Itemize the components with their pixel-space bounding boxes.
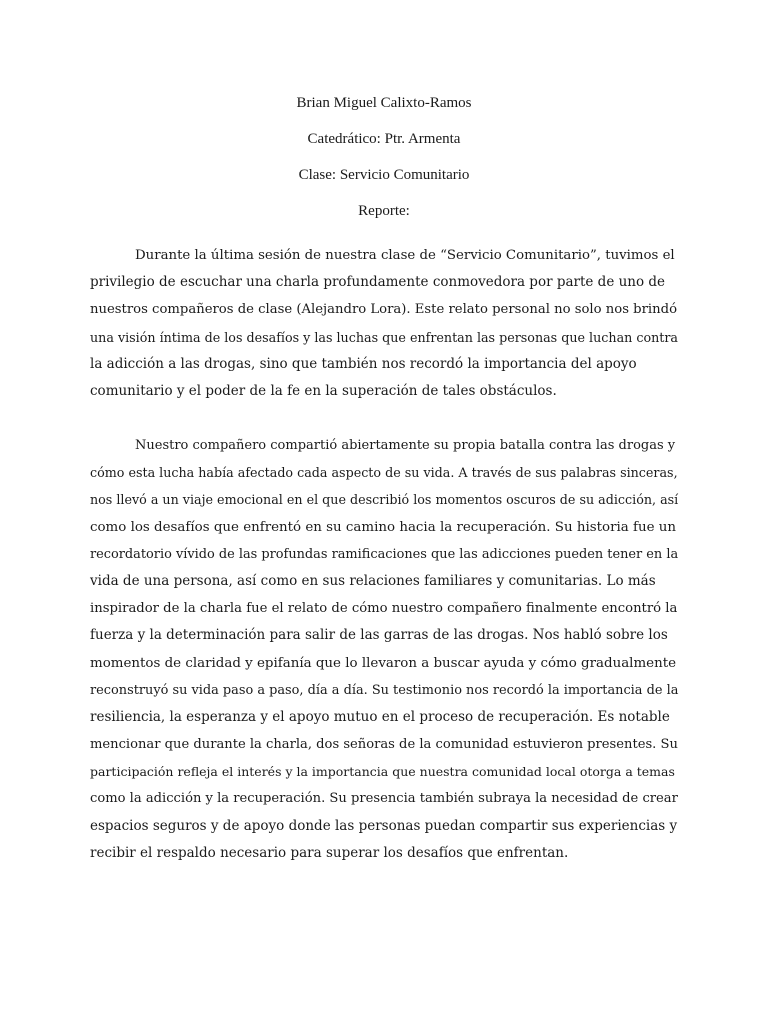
paragraph-line: participación refleja el interés y la importancia que nuestra comunidad local otorga a temas (90, 764, 675, 780)
paragraph-line: mencionar que durante la charla, dos señoras de la comunidad estuvieron presentes. Su (90, 737, 678, 753)
paragraph-line: vida de una persona, así como en sus relaciones familiares y comunitarias. Lo más (90, 572, 656, 589)
paragraph-line: nuestros compañeros de clase (Alejandro Lora). Este relato personal no solo nos brindó (90, 302, 678, 318)
paragraph-line: espacios seguros y de apoyo donde las personas puedan compartir sus experiencias y (90, 817, 678, 834)
paragraph-line: cómo esta lucha había afectado cada aspecto de su vida. A través de sus palabras sinceras, (90, 465, 678, 481)
paragraph-line: Durante la última sesión de nuestra clase de “Servicio Comunitario”, tuvimos el (135, 248, 675, 263)
paragraph-line: fuerza y la determinación para salir de las garras de las drogas. Nos habló sobre los (90, 627, 668, 644)
paragraph-line: nos llevó a un viaje emocional en el que describió los momentos oscuros de su adicción, así (90, 492, 679, 508)
paragraph-line: privilegio de escuchar una charla profundamente conmovedora por parte de uno de (90, 274, 666, 291)
paragraph-line: como los desafíos que enfrentó en su camino hacia la recuperación. Su historia fue un (90, 519, 676, 535)
paragraph-line: momentos de claridad y epifanía que lo llevaron a buscar ayuda y cómo gradualmente (90, 655, 677, 671)
paragraph-line: recordatorio vívido de las profundas ramificaciones que las adicciones pueden tener en la (90, 546, 679, 562)
author-name: Brian Miguel Calixto-Ramos (296, 95, 472, 111)
paragraph-1 (90, 242, 678, 405)
paragraph-line: como la adicción y la recuperación. Su presencia también subraya la necesidad de crear (90, 791, 678, 807)
paragraph-line: la adicción a las drogas, sino que también nos recordó la importancia del apoyo (90, 355, 637, 372)
professor-line: Catedrático: Ptr. Armenta (307, 131, 461, 147)
paragraph-line: una visión íntima de los desafíos y las luchas que enfrentan las personas que luchan contra (90, 329, 678, 345)
paragraph-line: recibir el respaldo necesario para superar los desafíos que enfrentan. (90, 844, 569, 861)
course-line: Clase: Servicio Comunitario (298, 167, 470, 183)
paragraph-line: comunitario y el poder de la fe en la superación de tales obstáculos. (90, 382, 557, 399)
paragraph-line: Nuestro compañero compartió abiertamente su propia batalla contra las drogas y (135, 438, 676, 453)
paragraph-line: reconstruyó su vida paso a paso, día a día. Su testimonio nos recordó la importancia de la (90, 682, 679, 698)
document-type: Reporte: (358, 203, 410, 219)
paragraph-line: resiliencia, la esperanza y el apoyo mutuo en el proceso de recuperación. Es notable (90, 708, 670, 725)
paragraph-2 (90, 432, 678, 867)
paragraph-line: inspirador de la charla fue el relato de cómo nuestro compañero finalmente encontró la (90, 601, 678, 617)
